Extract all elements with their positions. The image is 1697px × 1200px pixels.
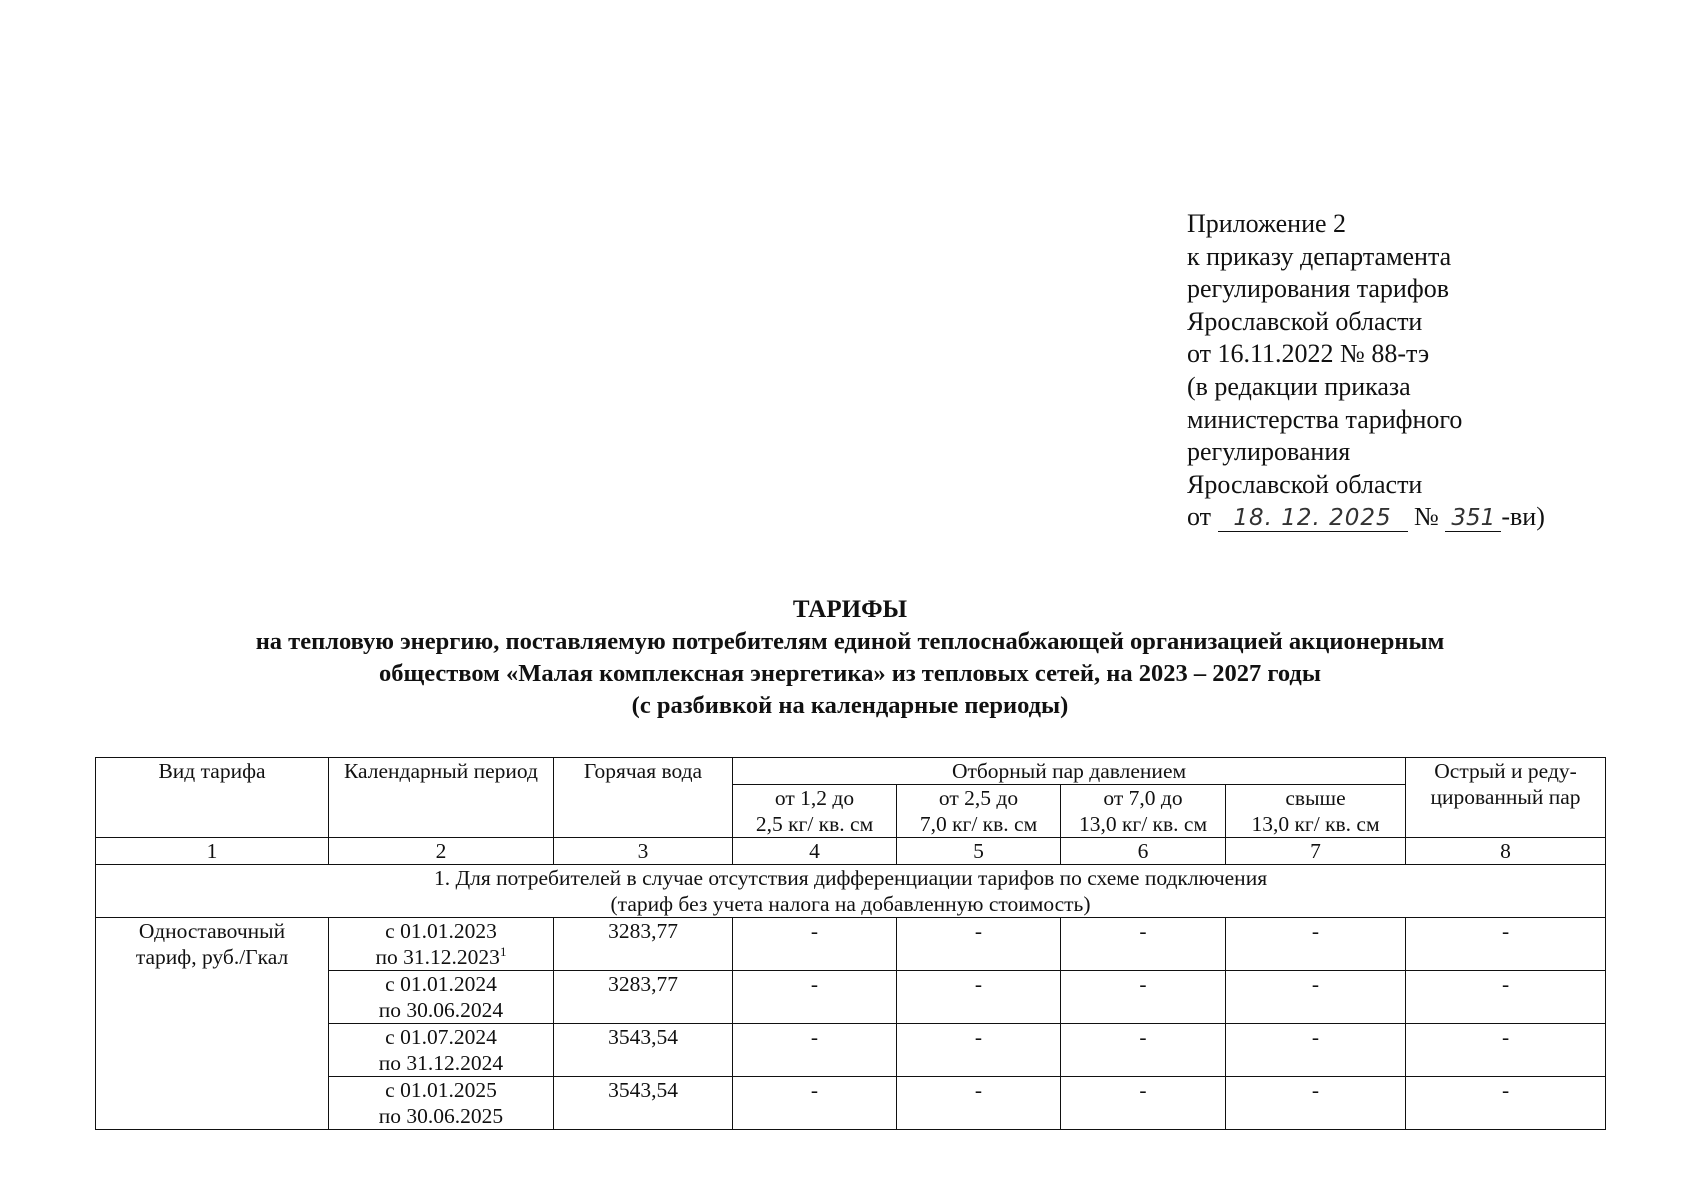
header-steam: Отборный пар давлением bbox=[733, 758, 1406, 785]
value-cell: - bbox=[1226, 971, 1406, 1024]
period-to: по 30.06.2025 bbox=[378, 1104, 504, 1128]
hot-water-value: 3283,77 bbox=[554, 971, 733, 1024]
appendix-line: (в редакции приказа bbox=[1187, 371, 1411, 401]
value-cell: - bbox=[1406, 918, 1606, 971]
appendix-line: от 16.11.2022 № 88-тэ bbox=[1187, 339, 1430, 369]
value-cell: - bbox=[1226, 1024, 1406, 1077]
appendix-line: Ярославской области bbox=[1187, 469, 1423, 499]
period-from: с 01.07.2024 bbox=[385, 1025, 497, 1049]
tariffs-table bbox=[95, 757, 1606, 1130]
value-cell: - bbox=[1406, 1024, 1606, 1077]
period-cell bbox=[329, 1024, 554, 1077]
appendix-line: министерства тарифного bbox=[1187, 404, 1463, 434]
header-sharp-steam bbox=[1406, 758, 1606, 838]
appendix-line: Приложение 2 bbox=[1187, 209, 1347, 238]
footnote-mark: 1 bbox=[499, 943, 507, 959]
value-cell: - bbox=[897, 971, 1061, 1024]
section-heading bbox=[96, 865, 1606, 918]
period-to: по 31.12.2023 bbox=[375, 945, 500, 969]
period-to-line bbox=[333, 944, 549, 970]
date-prefix: от bbox=[1187, 502, 1212, 532]
appendix-block bbox=[1187, 208, 1545, 534]
number-sign: № bbox=[1414, 502, 1439, 532]
appendix-line: к приказу департамента bbox=[1187, 241, 1452, 271]
number-suffix: -ви) bbox=[1501, 502, 1545, 532]
appendix-date-line bbox=[1187, 501, 1545, 534]
value-cell: - bbox=[1406, 971, 1606, 1024]
section-heading-line: (тариф без учета налога на добавленную стоимость) bbox=[610, 892, 1091, 916]
column-number: 6 bbox=[1061, 838, 1226, 865]
title-line: обществом «Малая комплексная энергетика» из тепловых сетей, на 2023 – 2027 годы bbox=[379, 660, 1321, 687]
header-sharp-steam-line: Острый и реду- bbox=[1434, 759, 1577, 783]
period-to: по 31.12.2024 bbox=[378, 1051, 504, 1075]
value-cell: - bbox=[1226, 918, 1406, 971]
value-cell: - bbox=[733, 1024, 897, 1077]
header-steam-sub-line: 7,0 кг/ кв. см bbox=[919, 812, 1038, 836]
column-number: 5 bbox=[897, 838, 1061, 865]
header-steam-sub-line: от 2,5 до bbox=[938, 786, 1019, 810]
value-cell: - bbox=[897, 1024, 1061, 1077]
header-sharp-steam-line: цированный пар bbox=[1430, 785, 1581, 809]
value-cell: - bbox=[1061, 1024, 1226, 1077]
column-number: 7 bbox=[1226, 838, 1406, 865]
header-steam-sub-line: 13,0 кг/ кв. см bbox=[1078, 812, 1208, 836]
handwritten-number: 351 bbox=[1445, 505, 1501, 532]
header-tariff-type: Вид тарифа bbox=[96, 758, 329, 838]
column-number: 8 bbox=[1406, 838, 1606, 865]
header-steam-sub-line: 2,5 кг/ кв. см bbox=[755, 812, 874, 836]
appendix-line: регулирования тарифов bbox=[1187, 274, 1449, 304]
header-steam-sub-line: 13,0 кг/ кв. см bbox=[1251, 812, 1380, 836]
period-from: с 01.01.2023 bbox=[385, 919, 497, 943]
column-number: 3 bbox=[554, 838, 733, 865]
value-cell: - bbox=[1061, 1077, 1226, 1130]
title-line: (с разбивкой на календарные периоды) bbox=[631, 692, 1069, 719]
value-cell: - bbox=[1061, 918, 1226, 971]
tariff-name-line: тариф, руб./Гкал bbox=[135, 945, 289, 969]
hot-water-value: 3543,54 bbox=[554, 1077, 733, 1130]
header-steam-sub bbox=[733, 785, 897, 838]
appendix-line: Ярославской области bbox=[1187, 306, 1423, 336]
value-cell: - bbox=[897, 1077, 1061, 1130]
section-row bbox=[96, 865, 1606, 918]
column-number: 1 bbox=[96, 838, 329, 865]
value-cell: - bbox=[897, 918, 1061, 971]
header-steam-sub bbox=[1226, 785, 1406, 838]
value-cell: - bbox=[1406, 1077, 1606, 1130]
column-number: 2 bbox=[329, 838, 554, 865]
period-cell bbox=[329, 971, 554, 1024]
value-cell: - bbox=[733, 971, 897, 1024]
value-cell: - bbox=[733, 918, 897, 971]
value-cell: - bbox=[733, 1077, 897, 1130]
handwritten-date: 18. 12. 2025 bbox=[1218, 505, 1408, 532]
value-cell: - bbox=[1061, 971, 1226, 1024]
header-steam-sub-line: от 7,0 до bbox=[1103, 786, 1183, 810]
tariff-name-line: Одноставочный bbox=[138, 919, 286, 943]
section-heading-line: 1. Для потребителей в случае отсутствия дифференциации тарифов по схеме подключения bbox=[433, 866, 1268, 890]
header-row bbox=[96, 758, 1606, 785]
value-cell: - bbox=[1226, 1077, 1406, 1130]
tariff-name bbox=[96, 918, 329, 1130]
hot-water-value: 3543,54 bbox=[554, 1024, 733, 1077]
column-number-row bbox=[96, 838, 1606, 865]
table-row bbox=[96, 918, 1606, 971]
hot-water-value: 3283,77 bbox=[554, 918, 733, 971]
document-title bbox=[110, 594, 1590, 722]
header-hot-water: Горячая вода bbox=[554, 758, 733, 838]
header-steam-sub-line: от 1,2 до bbox=[774, 786, 855, 810]
period-cell bbox=[329, 1077, 554, 1130]
header-steam-sub bbox=[1061, 785, 1226, 838]
header-steam-sub bbox=[897, 785, 1061, 838]
period-from: с 01.01.2025 bbox=[385, 1078, 497, 1102]
title-line: на тепловую энергию, поставляемую потребителям единой теплоснабжающей организацией акционерным bbox=[255, 628, 1445, 655]
period-to: по 30.06.2024 bbox=[378, 998, 504, 1022]
column-number: 4 bbox=[733, 838, 897, 865]
period-from: с 01.01.2024 bbox=[385, 972, 497, 996]
period-cell bbox=[329, 918, 554, 971]
title-main: ТАРИФЫ bbox=[792, 596, 908, 623]
appendix-line: регулирования bbox=[1187, 437, 1351, 467]
header-steam-sub-line: свыше bbox=[1285, 786, 1346, 810]
header-period: Календарный период bbox=[329, 758, 554, 838]
